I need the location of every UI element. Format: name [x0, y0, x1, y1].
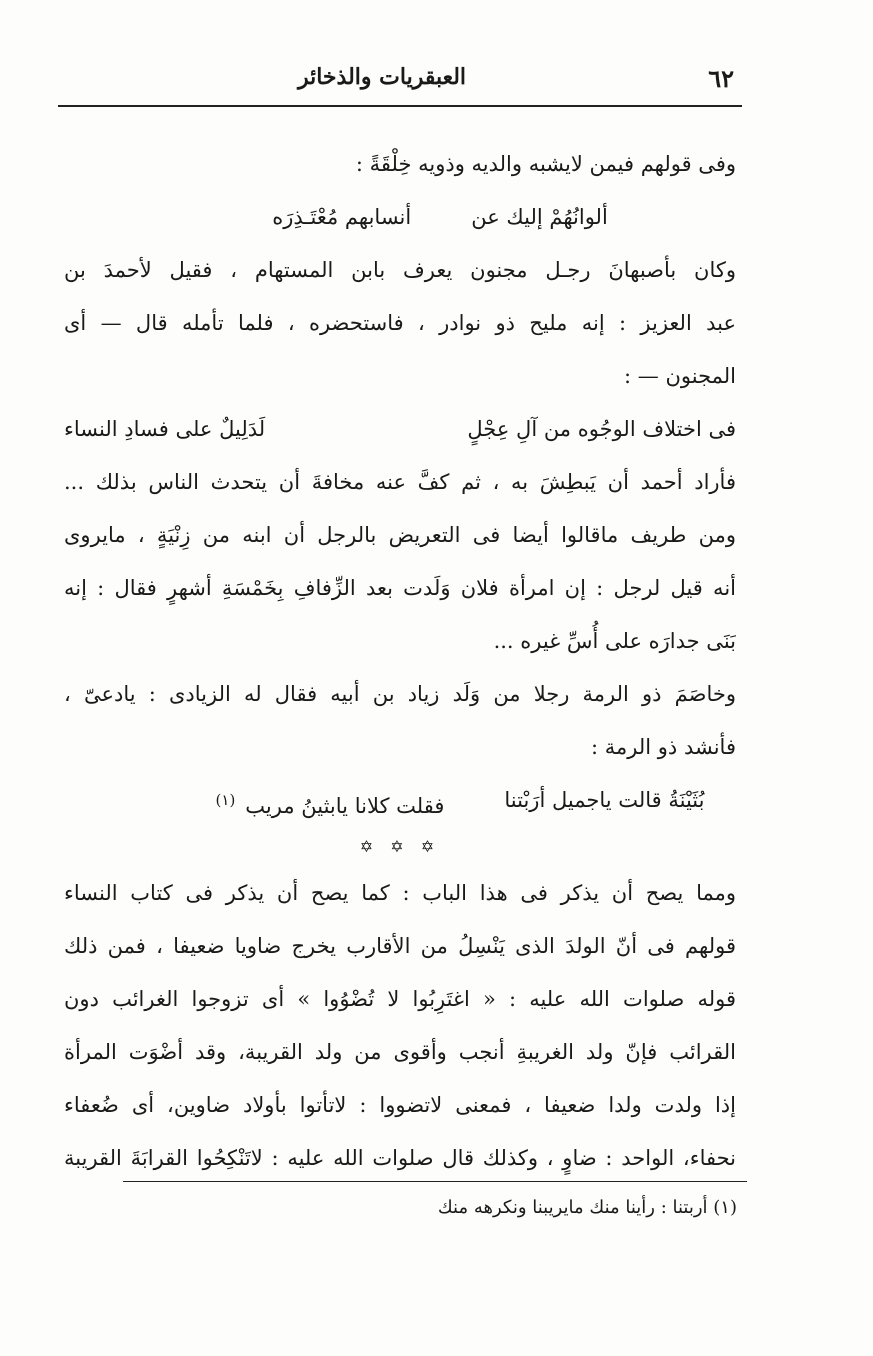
verse-second-text: فقلت كلانا يابثينُ مريب: [245, 794, 445, 818]
text-line: وفى قولهم فيمن لايشبه والديه وذويه خِلْقَةً :: [355, 152, 736, 176]
page-header: [62, 58, 742, 102]
text-line: القرائب فإنّ ولد الغريبةِ أنجب وأقوى من ولد القريبة، وقد أضْوَت المرأة: [64, 1040, 736, 1064]
footnote-reference: (١): [215, 791, 236, 809]
verse-line: [64, 403, 736, 456]
header-rule: [58, 105, 742, 107]
text-line: نحفاء، الواحد : ضاوٍ ، وكذلك قال صلوات الله عليه : لاتَنْكِحُوا القرابَةَ القريبة: [64, 1146, 736, 1170]
running-title: العبقريات والذخائر: [297, 64, 467, 90]
text-line: قولهم فى أنّ الولدَ الذى يَنْسِلُ من الأقارب يخرج ضاويا ضعيفا ، فمن ذلك: [64, 934, 736, 958]
verse-second-hemistich: أنسابهم مُعْتَـذِرَه: [272, 205, 412, 229]
verse-first-hemistich: فى اختلاف الوجُوه من آلِ عِجْلٍ: [467, 417, 736, 441]
text-line: أنه قيل لرجل : إن امرأة فلان وَلَدت بعد الزِّفافِ بِخَمْسَةِ أشهرٍ فقال : إنه: [64, 576, 736, 600]
section-separator: ✡ ✡ ✡: [359, 837, 441, 856]
text-line: إذا ولدت ولدا ضعيفا ، فمعنى لاتضووا : لاتأتوا بأولاد ضاوين، أى ضُعفاء: [64, 1093, 736, 1117]
page-number: ٦٢: [708, 64, 734, 93]
page-body: [64, 138, 736, 1185]
text-line: ومما يصح أن يذكر فى هذا الباب : كما يصح أن يذكر فى كتاب النساء: [64, 881, 736, 905]
verse-line: [64, 191, 736, 244]
text-line: قوله صلوات الله عليه : « اغتَرِبُوا لا تُضْوُوا » أى تزوجوا الغرائب دون: [64, 987, 736, 1011]
text-line: عبد العزيز : إنه مليح ذو نوادر ، فاستحضره ، فلما تأمله قال — أى: [64, 311, 736, 335]
text-line: فأنشد ذو الرمة :: [591, 735, 736, 759]
verse-second-hemistich: لَدَلِيلٌ على فسادِ النساء: [64, 417, 266, 441]
text-line: وخاصَمَ ذو الرمة رجلا من وَلَد زياد بن أبيه فقال له الزيادى : يادعىّ ،: [64, 682, 736, 706]
text-line: وكان بأصبهانَ رجـل مجنون يعرف بابن المستهام ، فقيل لأحمدَ بن: [64, 258, 736, 282]
text-line: ومن طريف ماقالوا أيضا فى التعريض بالرجل أن ابنه من زِنْيَةٍ ، مايروى: [64, 523, 736, 547]
verse-second-hemistich: [216, 774, 445, 827]
verse-first-hemistich: بُثَيْنَةُ قالت ياجميل أرَبْتنا: [504, 788, 705, 812]
verse-line: [64, 774, 736, 827]
footnote: (١) أربتنا : رأينا منك مايريبنا ونكرهه منك: [437, 1197, 737, 1218]
text-line: فأراد أحمد أن يَبطِشَ به ، ثم كفَّ عنه مخافةَ أن يتحدث الناس بذلك ...: [64, 470, 736, 494]
text-line: المجنون — :: [624, 364, 736, 388]
footnote-rule: [123, 1181, 747, 1182]
text-line: بَنَى جدارَه على أُسِّ غيره ...: [493, 629, 736, 653]
verse-first-hemistich: ألوانُهُمْ إليك عن: [471, 205, 608, 229]
